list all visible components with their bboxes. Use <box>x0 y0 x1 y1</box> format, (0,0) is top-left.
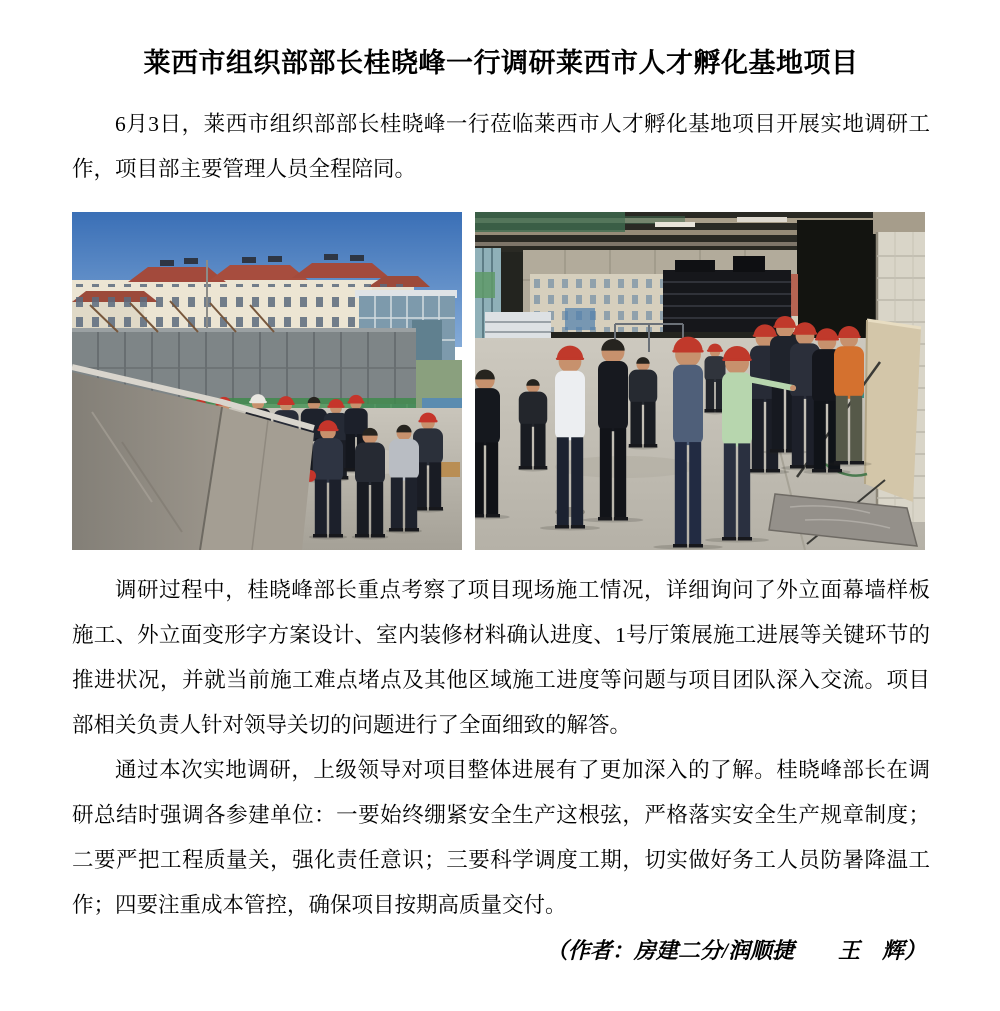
author-credit: （作者：房建二分/润顺捷 王 辉） <box>545 938 926 963</box>
photo-indoor-site-inspection <box>475 212 925 550</box>
paragraph-intro: 6月3日，莱西市组织部部长桂晓峰一行莅临莱西市人才孵化基地项目开展实地调研工作，项目部主要管理人员全程陪同。 <box>72 112 930 181</box>
photo-outdoor-site-inspection <box>72 212 462 550</box>
leaning-tile-panel <box>865 320 921 502</box>
article-title: 莱西市组织部部长桂晓峰一行调研莱西市人才孵化基地项目 <box>143 48 859 78</box>
paragraph-inspection-details: 调研过程中，桂晓峰部长重点考察了项目现场施工情况，详细询问了外立面幕墙样板施工、外立面变形字方案设计、室内装修材料确认进度、1号厅策展施工进展等关键环节的推进状况，并就当前施工难点堵点及其他区域施工进度等问题与项目团队深入交流。项目部相关负责人针对领导关切的问题进行了全面细致的解答。 <box>72 578 930 737</box>
paragraph-summary-requirements: 通过本次实地调研，上级领导对项目整体进展有了更加深入的了解。桂晓峰部长在调研总结时强调各参建单位：一要始终绷紧安全生产这根弦，严格落实安全生产规章制度；二要严把工程质量关，强化责任意识；三要科学调度工期，切实做好务工人员防暑降温工作；四要注重成本管控，确保项目按期高质量交付。 <box>72 758 930 917</box>
photo-row <box>72 212 930 550</box>
